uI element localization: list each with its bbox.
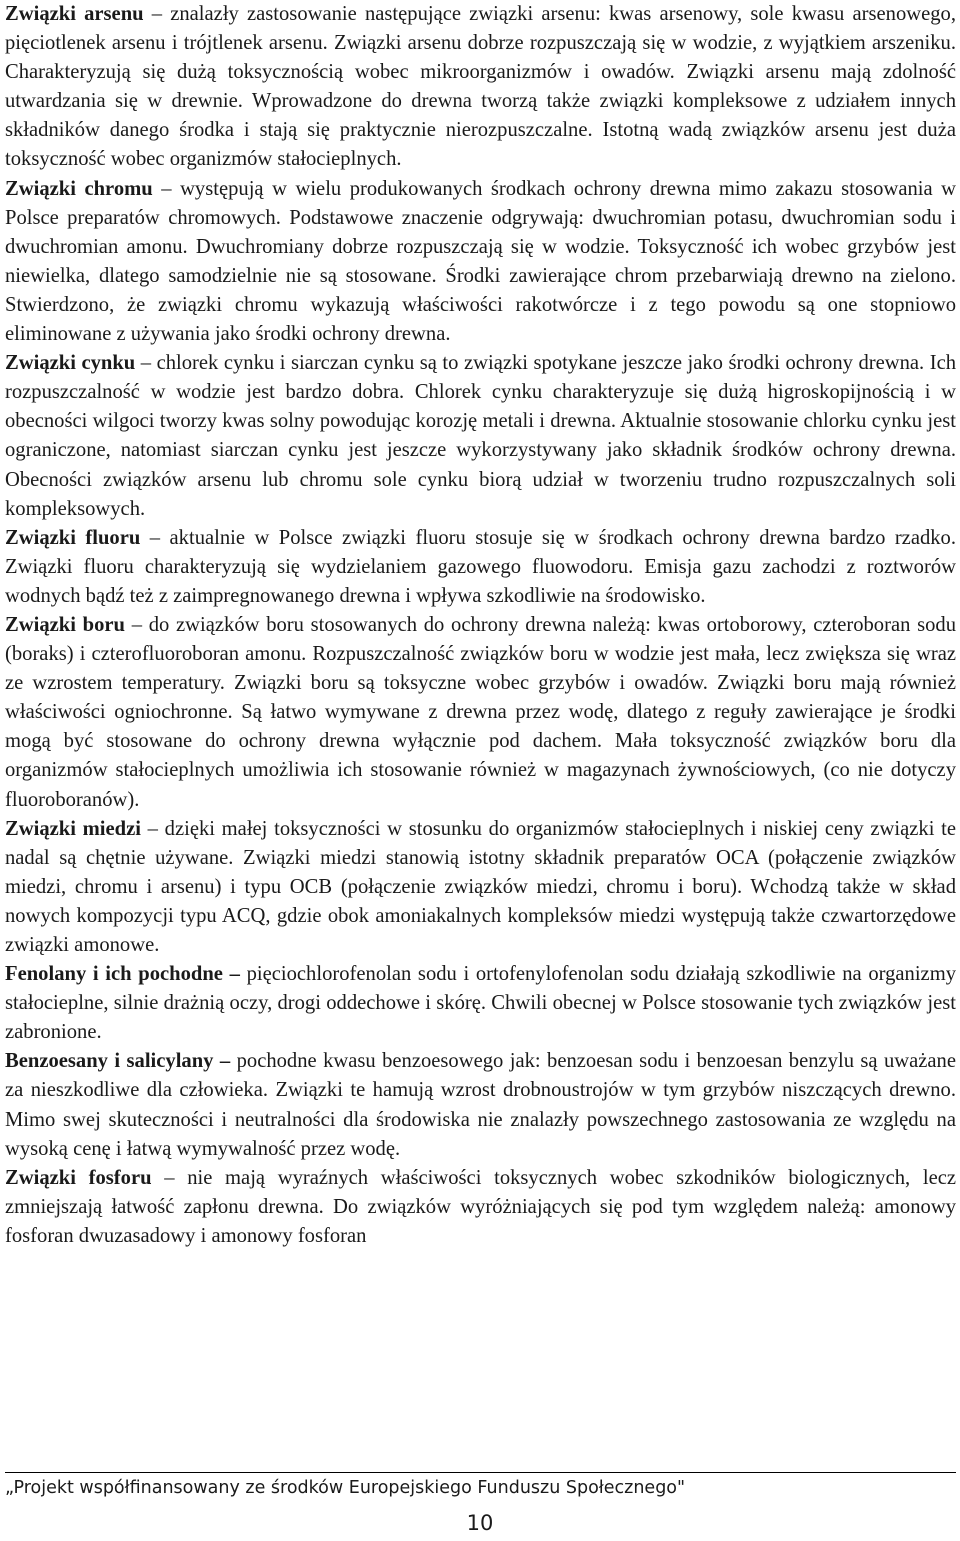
section-heading: Związki chromu xyxy=(5,177,153,200)
section-text: nie mają wyraźnych właściwości toksycznych wobec szkodników biologicznych, lecz zmniejszają łatwość zapłonu drewna. Do związków wyróżniających się pod tym względem należą: amonowy fosforan dwuzasadowy i amonowy fosforan xyxy=(5,1166,956,1247)
section-benzoates xyxy=(5,1047,956,1163)
section-boron xyxy=(5,611,956,815)
section-text: pięciochlorofenolan sodu i ortofenylofenolan sodu działają szkodliwie na organizmy stałocieplne, silnie drażnią oczy, drogi oddechowe i skórę. Chwili obecnej w Polsce stosowanie tych związków jest zabronione. xyxy=(5,963,957,1044)
footer-divider xyxy=(5,1472,956,1473)
document-body xyxy=(5,0,956,1251)
section-heading: Związki boru xyxy=(5,613,125,636)
section-text: aktualnie w Polsce związki fluoru stosuje się w środkach ochrony drewna bardzo rzadko. Związki fluoru charakteryzują się wydzielaniem gazowego fluowodoru. Emisja gazu zachodzi z roztworów wodnych bądź też z zaimpregnowanego drewna i wpływa szkodliwie na środowisko. xyxy=(5,526,957,607)
section-heading: Związki arsenu xyxy=(5,3,144,25)
section-heading: Benzoesany i salicylany – xyxy=(5,1050,231,1073)
section-separator: – xyxy=(140,526,170,549)
section-text: występują w wielu produkowanych środkach ochrony drewna mimo zakazu stosowania w Polsce preparatów chromowych. Podstawowe znaczenie odgrywają: dwuchromian potasu, dwuchromian sodu i dwuchromian amonu. Dwuchromiany dobrze rozpuszczają się w wodzie. Toksyczność ich wobec grzybów jest niewielka, dlatego samodzielnie nie są stosowane. Środki zawierające chrom przebarwiają drewno na zielono. Stwierdzono, że związki chromu wykazują właściwości rakotwórcze i z tego powodu są one stopniowo eliminowane z używania jako środki ochrony drewna. xyxy=(5,177,957,346)
section-text: znalazły zastosowanie następujące związki arsenu: kwas arsenowy, sole kwasu arsenowego, pięciotlenek arsenu i trójtlenek arsenu. Związki arsenu dobrze rozpuszczają się w wodzie, z wyjątkiem arszeniku. Charakteryzują się dużą toksycznością wobec mikroorganizmów i owadów. Związki arsenu mają zdolność utwardzania się w drewnie. Wprowadzone do drewna tworzą także związki kompleksowe z udziałem innych składników danego środka i stają się praktycznie nierozpuszczalne. Istotną wadą związków arsenu jest duża toksyczność wobec organizmów stałocieplnych. xyxy=(5,3,956,171)
section-phosphorus xyxy=(5,1164,956,1251)
section-separator: – xyxy=(152,177,181,200)
section-fluorine xyxy=(5,524,956,611)
section-separator: – xyxy=(143,3,171,25)
section-separator: – xyxy=(135,352,157,375)
section-text: dzięki małej toksyczności w stosunku do organizmów stałocieplnych i niskiej ceny związki te nadal są chętnie używane. Związki miedzi stanowią istotny składnik preparatów OCA (połączenie związków miedzi, chromu i arsenu) i typu OCB (połączenie związków miedzi, chromu i boru). Wchodzą także w skład nowych kompozycji typu ACQ, gdzie obok amoniakalnych kompleksów miedzi występują także czwartorzędowe związki amonowe. xyxy=(5,817,956,956)
section-chromium xyxy=(5,175,956,350)
section-text: chlorek cynku i siarczan cynku są to związki spotykane jeszcze jako środki ochrony drewna. Ich rozpuszczalność w wodzie jest bardzo dobra. Chlorek cynku charakteryzuje się dużą higroskopijnością i w obecności wilgoci tworzy kwas solny powodując korozję metali i drewna. Aktualnie stosowanie chlorku cynku jest ograniczone, natomiast siarczan cynku jest jeszcze wykorzystywany jako składnik środków ochrony drewna. Obecności związków arsenu lub chromu sole cynku biorą udział w tworzeniu trudno rozpuszczalnych soli kompleksowych. xyxy=(5,352,957,520)
page-number: 10 xyxy=(466,1511,494,1535)
section-heading: Fenolany i ich pochodne – xyxy=(5,963,240,986)
section-phenolates xyxy=(5,960,956,1047)
section-heading: Związki fluoru xyxy=(5,526,141,549)
section-text: do związków boru stosowanych do ochrony drewna należą: kwas ortoborowy, czteroboran sodu (boraks) i czterofluoroboran amonu. Rozpuszczalność związków boru w wodzie jest mała, lecz zwiększa się wraz ze wzrostem temperatury. Związki boru są toksyczne wobec grzybów i owadów. Związki boru mają również właściwości ogniochronne. Są łatwo wymywane z drewna przez wodę, dlatego z reguły zawierające je środki mogą być stosowane do ochrony drewna wyłącznie pod dachem. Mała toksyczność związków boru dla organizmów stałocieplnych umożliwia ich stosowanie również w magazynach żywnościowych, (co nie dotyczy fluoroboranów). xyxy=(5,613,957,811)
section-heading: Związki miedzi xyxy=(5,817,141,840)
section-text: pochodne kwasu benzoesowego jak: benzoesan sodu i benzoesan benzylu są uważane za nieszkodliwe dla człowieka. Związki te hamują wzrost drobnoustrojów w tym grzybów niszczących drewno. Mimo swej skuteczności i neutralności dla środowiska nie znalazły powszechnego zastosowania ze względu na wysoką cenę i łatwą wymywalność przez wodę. xyxy=(5,1050,956,1160)
footer-project-note: „Projekt współfinansowany ze środków Europejskiego Funduszu Społecznego" xyxy=(5,1478,686,1498)
section-heading: Związki cynku xyxy=(5,352,136,375)
section-zinc xyxy=(5,349,956,524)
section-copper xyxy=(5,815,956,960)
section-separator: – xyxy=(125,613,149,636)
section-separator: – xyxy=(151,1166,188,1189)
section-heading: Związki fosforu xyxy=(5,1166,152,1189)
section-separator xyxy=(240,963,247,985)
section-separator: – xyxy=(140,817,165,840)
section-arsenic xyxy=(5,0,956,175)
